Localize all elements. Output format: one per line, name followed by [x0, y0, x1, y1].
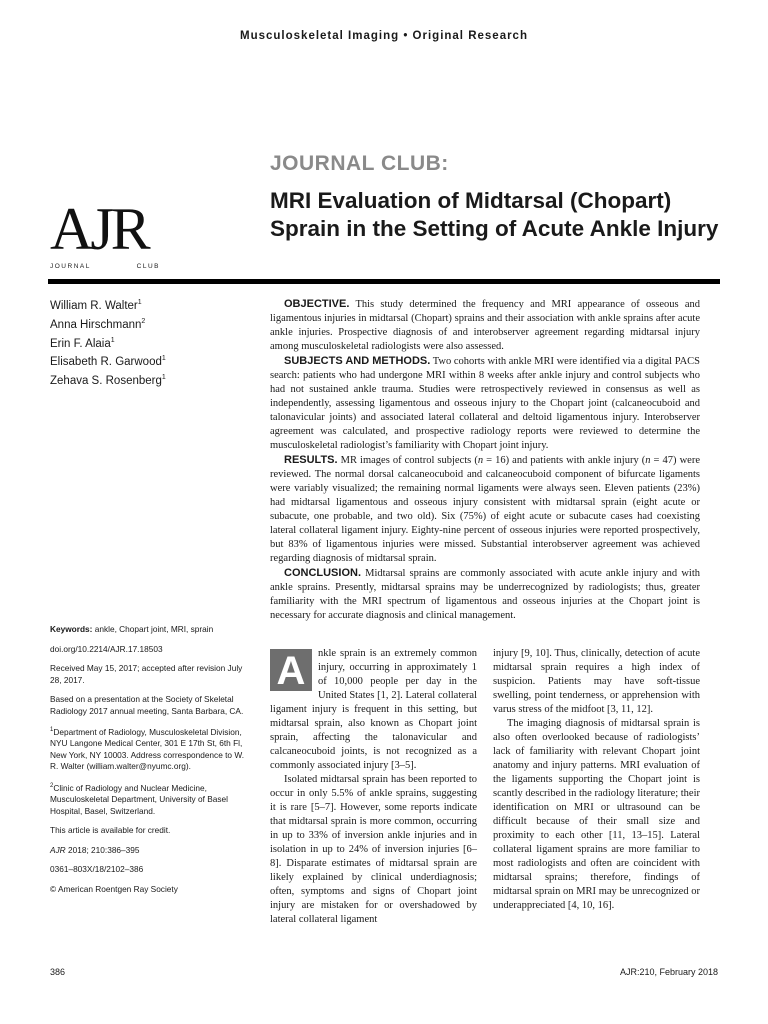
- abstract-methods: SUBJECTS AND METHODS. Two cohorts with ankle MRI were identified via a digital PACS search: patients who had undergone MRI within 8 weeks after ankle injury and control subjects who had not sustained ankle trauma. Studies were retrospectively reviewed in consensus as well as independently, assessing ligamentous and osseous injury to the Chopart joint (calcaneocuboid and talonavicular joints) and associated lateral collateral and deltoid ligamentous injury. Interobserver agreement was calculated, and prospective radiology reports were reviewed to determine the musculoskeletal radiologist’s familiarity with Chopart joint injury.: [270, 355, 701, 451]
- logo-sub-left: JOURNAL: [50, 263, 91, 270]
- affiliation-2: $^2$Clinic of Radiology and Nuclear Medicine, Musculoskeletal Department, University of Basel Hospital, Basel, Switzerland.: [50, 782, 228, 816]
- author-list: [50, 295, 166, 389]
- abstract-objective: OBJECTIVE. This study determined the frequency and MRI appearance of osseous and ligamentous injuries in midtarsal (Chopart) sprains and their association with ankle sprains after acute ankle injuries. Prospective diagnosis of and interobserver agreement regarding midtarsal injury among musculoskeletal radiologists were also assessed.: [270, 298, 701, 352]
- copyright: © American Roentgen Ray Society: [50, 883, 178, 894]
- logo-subtitle: [50, 263, 160, 270]
- author: Zehava S. Rosenberg$^1$: [50, 374, 166, 388]
- issn: 0361–803X/18/2102–386: [50, 864, 144, 875]
- body-paragraph: injury [9, 10]. Thus, clinically, detection of acute midtarsal sprain requires a high index of suspicion. Patients may have soft-tissue swelling, point tenderness, or apprehension with varus stress of the midfoot [3, 11, 12].: [493, 648, 700, 715]
- abstract-results: RESULTS. MR images of control subjects (n = 16) and patients with ankle injury (n = 47) were reviewed. The normal dorsal calcaneocuboid and calcaneocuboid component of bifurcate ligaments were variably visualized; the remaining normal ligaments were always seen. Eleven patients (23%) had midtarsal ligamentous and osseous injury consistent with midtarsal sprain (eight acute or subacute, one probable, and two old). Six (75%) of eight acute or subacute cases had coexisting lateral collateral ligament injury. Eighty-nine percent of osseous injuries were reported prospectively, but 83% of ligamentous injuries were missed. Substantial interobserver agreement was achieved regarding diagnosis of midtarsal sprain.: [270, 454, 700, 564]
- section-header: Musculoskeletal Imaging • Original Research: [240, 30, 528, 42]
- author: William R. Walter$^1$: [50, 299, 142, 312]
- affiliation-1: $^1$Department of Radiology, Musculoskeletal Division, NYU Langone Medical Center, 301 E 17th St, 6th Fl, New York, NY 10003. Address correspondence to W. R. Walter (william.walter@nyumc.org).: [50, 726, 245, 772]
- author: Elisabeth R. Garwood$^1$: [50, 355, 166, 369]
- logo-letters: AJR: [50, 196, 148, 262]
- page-number: 386: [50, 967, 66, 977]
- body-column-right: [493, 647, 700, 913]
- ajr-journal-club-logo: [50, 196, 160, 270]
- article-metadata: [50, 624, 250, 903]
- presentation-note: Based on a presentation at the Society of Skeletal Radiology 2017 annual meeting, Santa Barbara, CA.: [50, 694, 244, 716]
- body-paragraph: Isolated midtarsal sprain has been reported to occur in only 5.5% of ankle sprains, suggesting it is rare [5–7]. However, some reports indicate that midtarsal sprain is more common, occurring in up to 33% of inversion ankle injuries and in isolation in up to 24% of inversion injuries [6–8]. Disparate estimates of midtarsal sprain are likely explained by clinical underdiagnosis; often, symptoms and signs of Chopart joint injury are mistaken for or overshadowed by lateral collateral ligament: [270, 774, 477, 925]
- author: Erin F. Alaia$^1$: [50, 336, 115, 350]
- doi: doi.org/10.2214/AJR.17.18503: [50, 643, 163, 654]
- body-paragraph: The imaging diagnosis of midtarsal sprain is also often overlooked because of radiologists’ lack of familiarity with relevant Chopart joint anatomy and injury patterns. MRI evaluation of the ligaments supporting the Chopart joint is scantly described in the radiology literature; their identification on MRI or ultrasound can be difficult because of their small size and proximity to each other [11, 13–15]. Lateral collateral ligament sprains are more familiar to most radiologists and often are coincident with midtarsal sprains; therefore, findings of midtarsal sprain on MRI may be unrecognized or underappreciated [4, 10, 16].: [493, 718, 701, 911]
- body-column-left: [270, 647, 477, 927]
- abstract: [270, 297, 700, 623]
- body-paragraph: A nkle sprain is an extremely common injury, occurring in approximately 1 of 10,000 people per day in the United States [1, 2]. Lateral collateral ligament injury is frequent in this setting, but midtarsal sprain, also known as Chopart joint sprain, affecting the talonavicular and calcaneocuboid joints, is not recognized as a commonly associated injury [3–5].: [270, 648, 477, 771]
- credit-note: This article is available for credit.: [50, 825, 171, 836]
- logo-sub-right: CLUB: [136, 263, 160, 270]
- journal-issue: AJR:210, February 2018: [619, 967, 718, 977]
- drop-cap: A: [270, 649, 312, 691]
- author: Anna Hirschmann$^2$: [50, 317, 146, 331]
- abstract-conclusion: CONCLUSION. Midtarsal sprains are commonly associated with acute ankle injury and with ankle sprains. Presently, midtarsal sprains may be underrecognized by radiologists; thus, greater familiarity with the MRI spectrum of ligamentous and osseous injuries at the Chopart joint is necessary for accurate diagnosis and clinical management.: [270, 567, 700, 621]
- received-date: Received May 15, 2017; accepted after revision July 28, 2017.: [50, 663, 243, 685]
- title-rule: [48, 279, 720, 284]
- article-title: MRI Evaluation of Midtarsal (Chopart) Sprain in the Setting of Acute Ankle Injury: [270, 188, 719, 241]
- keywords: Keywords: ankle, Chopart joint, MRI, sprain: [50, 624, 214, 634]
- journal-club-label: JOURNAL CLUB:: [270, 152, 449, 175]
- citation: AJR 2018; 210:386–395: [50, 844, 140, 855]
